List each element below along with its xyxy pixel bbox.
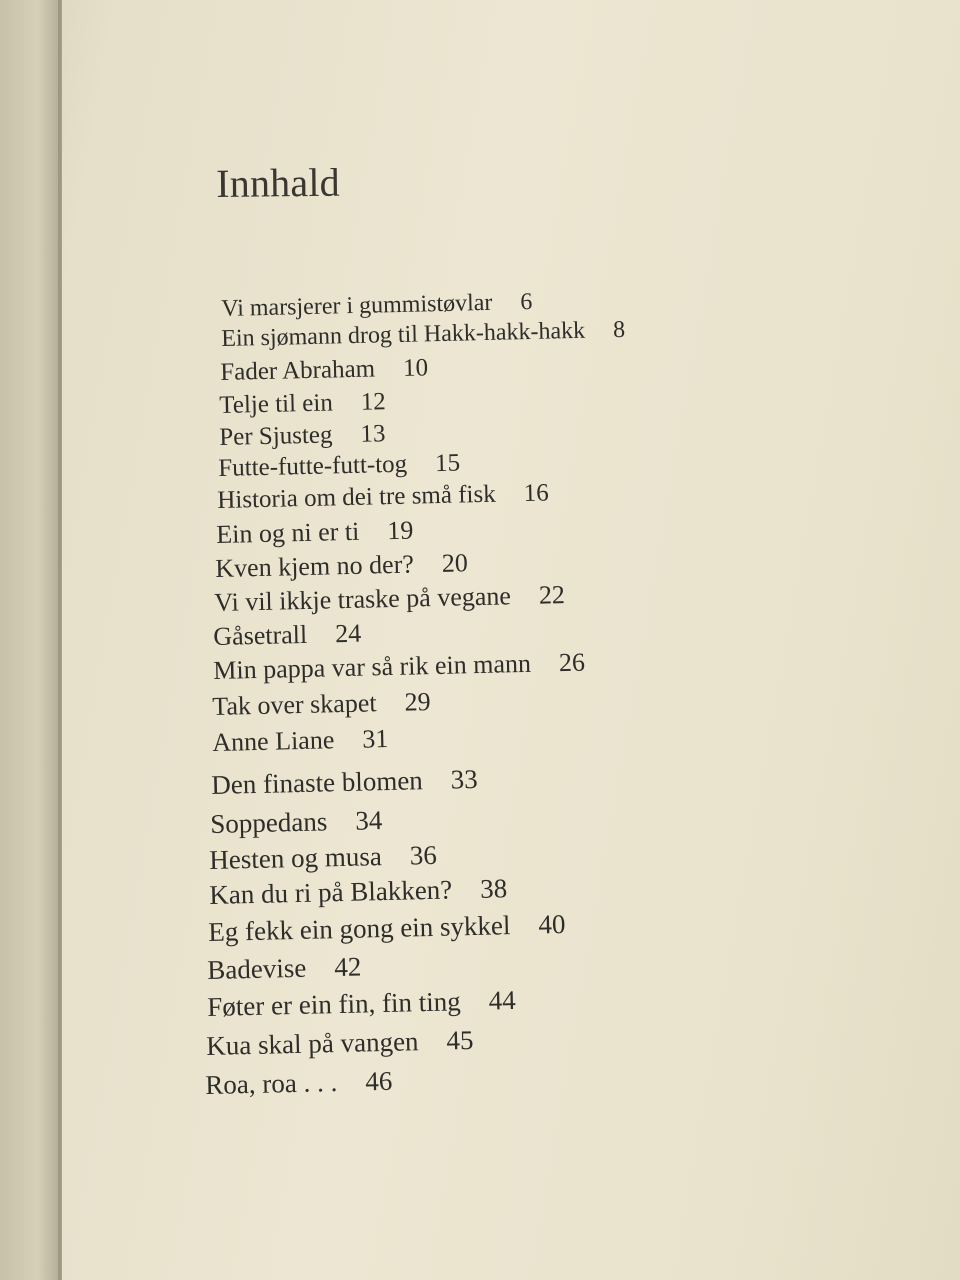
toc-entry — [209, 840, 437, 876]
toc-entry-title: Gåsetrall — [213, 619, 308, 651]
toc-entry-page: 12 — [360, 388, 387, 416]
toc-entry — [207, 952, 362, 986]
toc-entry — [219, 420, 386, 452]
toc-entry-page: 42 — [333, 951, 362, 983]
toc-entry-title: Eg fekk ein gong ein sykkel — [208, 910, 511, 947]
toc-entry — [210, 805, 383, 840]
toc-entry-page: 34 — [354, 805, 383, 836]
toc-entry — [213, 619, 361, 652]
toc-entry-page: 24 — [334, 618, 362, 649]
toc-entry-page: 33 — [450, 763, 479, 795]
toc-entry-page: 13 — [360, 420, 386, 448]
toc-entry-title: Vi vil ikkje traske på vegane — [214, 581, 512, 617]
toc-entry — [214, 580, 565, 618]
toc-entry-page: 45 — [446, 1024, 474, 1056]
toc-entry — [209, 873, 508, 911]
toc-entry-page: 44 — [488, 985, 517, 1016]
toc-entry-title: Kven kjem no der? — [215, 549, 415, 583]
toc-entry — [207, 985, 516, 1023]
toc-entry-page: 22 — [538, 580, 566, 610]
toc-entry — [208, 909, 566, 948]
toc-entry-title: Historia om dei tre små fisk — [217, 480, 496, 514]
toc-entry-title: Kan du ri på Blakken? — [209, 874, 453, 910]
toc-entry-title: Den finaste blomen — [211, 765, 424, 800]
toc-entry — [205, 1066, 393, 1101]
toc-entry-page: 46 — [364, 1065, 393, 1097]
toc-entry — [218, 450, 460, 483]
toc-entry-page: 40 — [538, 908, 566, 940]
toc-entry — [217, 479, 549, 515]
toc-entry — [221, 317, 625, 353]
toc-entry-title: Futte-futte-futt-tog — [218, 450, 408, 482]
toc-entry-title: Per Sjusteg — [219, 421, 333, 451]
toc-entry-title: Vi marsjerer i gummistøvlar — [221, 289, 493, 322]
toc-entry — [211, 764, 478, 801]
toc-entry — [215, 548, 468, 584]
toc-entry-page: 16 — [523, 479, 549, 508]
toc-entry-page: 19 — [386, 515, 414, 546]
toc-entry-title: Soppedans — [210, 806, 328, 839]
toc-entry-page: 8 — [612, 316, 626, 344]
toc-entry-title: Min pappa var så rik ein mann — [213, 648, 532, 685]
toc-entry — [221, 289, 533, 323]
toc-entry — [206, 1025, 474, 1062]
toc-entry-title: Fader Abraham — [220, 355, 376, 386]
toc-entry — [216, 516, 414, 550]
toc-entry-title: Hesten og musa — [209, 841, 383, 875]
toc-entry — [212, 724, 389, 758]
toc-entry-title: Ein og ni er ti — [216, 516, 360, 549]
toc-entry-title: Badevise — [207, 952, 307, 985]
toc-entry — [220, 354, 428, 387]
toc-entry-title: Ein sjømann drog til Hakk-hakk-hakk — [221, 317, 586, 352]
book-spine-edge — [0, 0, 62, 1280]
toc-entry-title: Roa, roa . . . — [205, 1067, 338, 1100]
toc-entry-title: Kua skal på vangen — [206, 1026, 419, 1061]
toc-entry-title: Anne Liane — [212, 725, 335, 757]
toc-entry-page: 26 — [558, 647, 586, 678]
toc-entry-page: 38 — [479, 873, 508, 904]
toc-entry-page: 31 — [361, 724, 389, 754]
toc-entry-page: 20 — [441, 548, 469, 578]
page-fold-line — [58, 0, 61, 1280]
toc-entry — [213, 648, 585, 686]
page-title: Innhald — [216, 159, 341, 206]
toc-entry-title: Føter er ein fin, fin ting — [207, 986, 462, 1022]
toc-entry — [212, 687, 431, 722]
toc-entry — [219, 388, 386, 420]
toc-entry-page: 15 — [434, 449, 461, 478]
toc-entry-page: 36 — [409, 839, 438, 871]
toc-entry-page: 6 — [520, 288, 533, 316]
toc-entry-title: Telje til ein — [219, 389, 334, 419]
toc-entry-title: Tak over skapet — [212, 688, 377, 721]
toc-entry-page: 10 — [402, 354, 429, 382]
toc-entry-page: 29 — [404, 687, 431, 717]
